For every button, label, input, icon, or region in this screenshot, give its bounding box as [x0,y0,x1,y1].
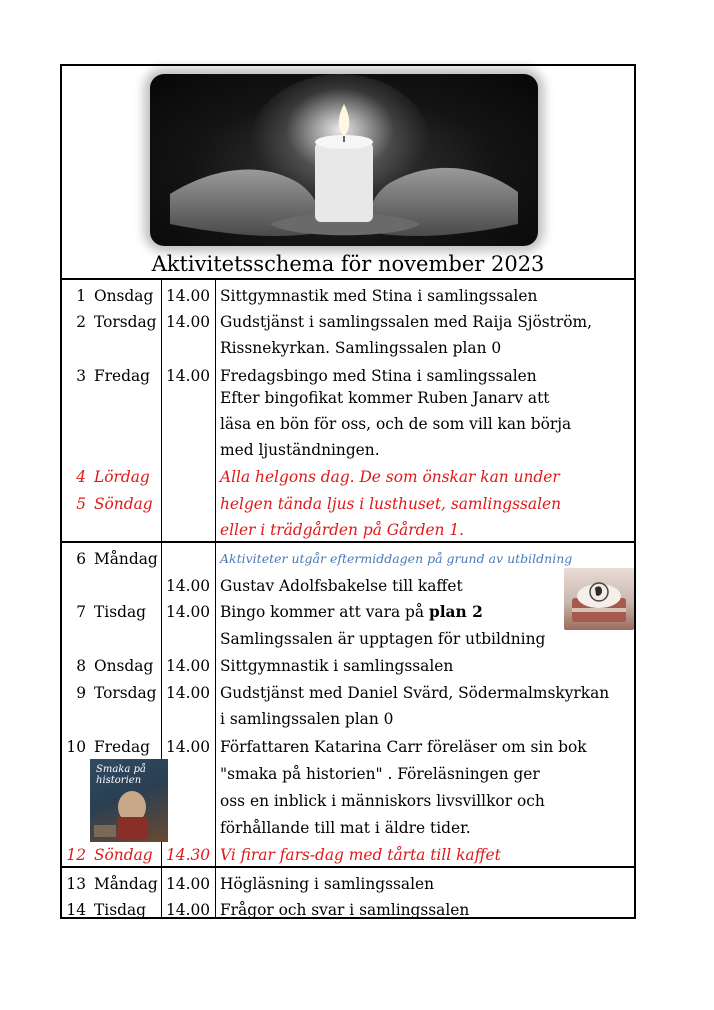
schedule-row [62,573,634,599]
schedule-row [62,517,634,543]
row-time: 14.00 [166,287,211,305]
schedule-row [62,437,634,463]
page-title: Aktivitetsschema för november 2023 [151,252,545,276]
schedule-row [62,411,634,437]
row-number: 5 [76,495,86,513]
book-title-line2: historien [96,775,142,786]
cake-photo [564,568,634,630]
row-day: Tisdag [94,901,146,919]
row-activity: helgen tända ljus i lusthuset, samlingssalen [220,495,562,513]
row-activity: eller i trädgården på Gården 1. [220,521,465,539]
divider-header [62,278,634,280]
row-day: Tisdag [94,603,146,621]
schedule-row [62,385,634,411]
row-number: 12 [66,846,86,864]
schedule-row [62,871,634,897]
row-activity [220,599,483,625]
schedule-row [62,335,634,361]
row-day: Fredag [94,738,151,756]
row-day: Måndag [94,875,158,893]
row-time: 14.00 [166,875,211,893]
row-activity: Efter bingofikat kommer Ruben Janarv att [220,389,550,407]
book-title-line1: Smaka på [96,764,146,775]
schedule-row [62,897,634,923]
row-activity: Alla helgons dag. De som önskar kan under [220,468,560,486]
row-activity-bold: plan 2 [428,603,483,621]
schedule-row [62,842,634,868]
row-time: 14.00 [166,313,211,331]
schedule-row [62,599,634,625]
row-time: 14.00 [166,901,211,919]
schedule-row [62,734,634,760]
row-activity: Fredagsbingo med Stina i samlingssalen [220,367,537,385]
row-time: 14.00 [166,577,211,595]
row-number: 8 [76,657,86,675]
row-day: Söndag [94,846,153,864]
schedule-row [62,546,634,572]
row-activity: oss en inblick i människors livsvillkor och [220,792,545,810]
row-activity: Högläsning i samlingssalen [220,875,435,893]
candle-in-hands-icon [150,74,538,246]
row-day: Torsdag [94,313,157,331]
schedule-row [62,706,634,732]
row-number: 3 [76,367,86,385]
row-activity: läsa en bön för oss, och de som vill kan börja [220,415,572,433]
row-time: 14.00 [166,684,211,702]
row-day: Fredag [94,367,151,385]
row-activity: förhållande till mat i äldre tider. [220,819,471,837]
row-activity-text: Bingo kommer att vara på [220,603,429,621]
book-cover [90,759,168,842]
book-cover-art [90,759,168,842]
row-number: 13 [66,875,86,893]
row-activity: "smaka på historien" . Föreläsningen ger [220,765,540,783]
schedule-row [62,464,634,490]
schedule-row [62,626,634,652]
schedule-row [62,653,634,679]
row-time: 14.00 [166,367,211,385]
schedule-row [62,491,634,517]
schedule-frame [60,64,636,919]
row-activity: Gustav Adolfsbakelse till kaffet [220,577,463,595]
row-number: 1 [76,287,86,305]
row-activity: Vi firar fars-dag med tårta till kaffet [220,846,501,864]
row-day: Måndag [94,550,158,568]
row-activity: Gudstjänst i samlingssalen med Raija Sjöström, [220,313,592,331]
row-activity: Sittgymnastik i samlingssalen [220,657,454,675]
schedule-row [62,283,634,309]
row-activity: Aktiviteter utgår eftermiddagen på grund av utbildning [220,551,573,566]
row-time: 14.00 [166,603,211,621]
row-activity: Författaren Katarina Carr föreläser om sin bok [220,738,587,756]
row-number: 14 [66,901,86,919]
schedule-row [62,309,634,335]
row-activity: i samlingssalen plan 0 [220,710,394,728]
row-number: 10 [66,738,86,756]
row-number: 2 [76,313,86,331]
row-time: 14.30 [166,846,211,864]
row-number: 6 [76,550,86,568]
row-time: 14.00 [166,657,211,675]
row-number: 9 [76,684,86,702]
row-day: Onsdag [94,287,154,305]
schedule-row [62,680,634,706]
row-activity: Gudstjänst med Daniel Svärd, Södermalmskyrkan [220,684,610,702]
pastry-icon [564,568,634,630]
row-activity: Frågor och svar i samlingssalen [220,901,470,919]
row-time: 14.00 [166,738,211,756]
candle-photo [150,74,538,246]
row-activity: Rissnekyrkan. Samlingssalen plan 0 [220,339,502,357]
row-activity: med ljuständningen. [220,441,380,459]
row-activity: Samlingssalen är upptagen för utbildning [220,630,546,648]
row-activity: Sittgymnastik med Stina i samlingssalen [220,287,538,305]
row-number: 4 [76,468,86,486]
row-day: Söndag [94,495,153,513]
row-number: 7 [76,603,86,621]
row-day: Onsdag [94,657,154,675]
row-day: Torsdag [94,684,157,702]
row-day: Lördag [94,468,150,486]
